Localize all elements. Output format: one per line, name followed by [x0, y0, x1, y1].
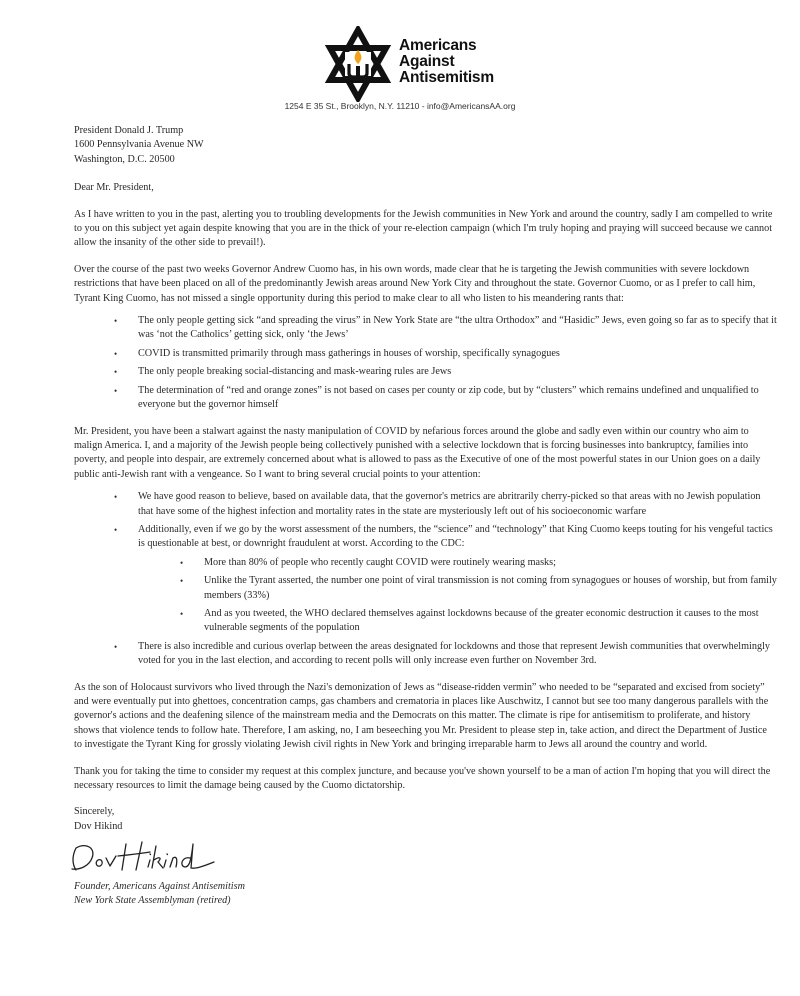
sub-list-item: • More than 80% of people who recently caught COVID were routinely wearing masks;	[138, 556, 777, 570]
signer-title-assemblyman: New York State Assemblyman (retired)	[74, 895, 231, 907]
recipient-address	[74, 124, 777, 167]
list-item: • COVID is transmitted primarily through mass gatherings in houses of worship, specifically synagogues	[74, 347, 777, 361]
recipient-city: Washington, D.C. 20500	[74, 153, 175, 165]
signer-title-founder: Founder, Americans Against Antisemitism	[74, 880, 245, 892]
sub-list-item: • And as you tweeted, the WHO declared themselves against lockdowns because of the greater economic destruction it causes to the most vulnerable segments of the population	[138, 607, 777, 636]
salutation: Dear Mr. President,	[74, 182, 154, 194]
list-item: • We have good reason to believe, based on available data, that the governor's metrics are abritrarily cherry-picked so that areas with no Jewish population that have some of the highest infection and mortality rates in the state are mysteriously left out of his socioeconomic warfare	[74, 490, 777, 519]
points-list	[74, 490, 777, 668]
paragraph-intro: As I have written to you in the past, alerting you to troubling developments for the Jewish communities in New York and around the country, sadly I am compelled to write to you on this subject yet again despite knowing that you are in the thick of your re-election campaign (which I'm truly hoping and praying will succeed because we cannot allow the insanity of the other side to prevail!).	[74, 208, 773, 249]
list-item-text: Additionally, even if we go by the worst assessment of the numbers, the “science” and “technology” that King Cuomo keeps touting for his vengeful tactics is questionable at best, or downright fraudulent at worst. According to the CDC:	[138, 523, 773, 550]
recipient-street: 1600 Pennsylvania Avenue NW	[74, 139, 204, 151]
sub-list-item: • Unlike the Tyrant asserted, the number one point of viral transmission is not coming from synagogues or houses of worship, but from family members (33%)	[138, 574, 777, 603]
recipient-name: President Donald J. Trump	[74, 125, 184, 136]
signer-name: Dov Hikind	[74, 820, 123, 832]
closing-block	[74, 805, 777, 908]
letter-body	[74, 124, 777, 908]
org-name-line-2: Against	[399, 53, 455, 70]
organization-name	[399, 38, 494, 86]
letterhead-address: 1254 E 35 St., Brooklyn, N.Y. 11210 - info@AmericansAA.org	[284, 101, 516, 111]
paragraph-cuomo-claims: Over the course of the past two weeks Governor Andrew Cuomo has, in his own words, made clear that he is targeting the Jewish communities with severe lockdown restrictions that have been placed on all of the predominantly Jewish areas around New York City and throughout the state. Governor Cuomo, or as I prefer to call him, Tyrant King Cuomo, has not missed a single opportunity during this period to make clear to all who listen to his meandering rants that:	[74, 263, 756, 304]
list-item: • The only people breaking social-distancing and mask-wearing rules are Jews	[74, 365, 777, 379]
letterhead	[0, 18, 800, 118]
star-of-david-candle-icon	[325, 26, 391, 102]
signoff: Sincerely,	[74, 806, 115, 818]
paragraph-holocaust: As the son of Holocaust survivors who lived through the Nazi's demonization of Jews as “disease-ridden vermin” who needed to be “separated and excised from society” and were eventually put into ghettoes, concentration camps, gas chambers and crematoria in places like Auschwitz, I cannot but see too many dangerous parallels with the governor's actions and the deafening silence of the mainstream media and the Democrats on this matter. The climate is ripe for antisemitism to proliferate, and history shows that violence tends to follow hate. Therefore, I am asking, no, I am beseeching you Mr. President to please step in, take action, and direct the Department of Justice to investigate the Tyrant King for grossly violating Jewish civil rights in New York and bringing irreparable harm to Jews all around the country and world.	[74, 681, 769, 751]
claims-list	[74, 314, 777, 412]
list-item: • There is also incredible and curious overlap between the areas designated for lockdowns and those that represent Jewish communities that overwhelmingly voted for you in the last election, and according to recent polls will only increase even further on November 3rd.	[74, 640, 777, 669]
list-item	[74, 523, 777, 636]
paragraph-concerns: Mr. President, you have been a stalwart against the nasty manipulation of COVID by nefarious forces around the globe and sadly even within our country who aim to malign America. I, and a majority of the Jewish people being collectively punished with a selective lockdown that is forcing businesses into bankruptcy, families into poverty, and people into despair, are extremely concerned about what is allowed to pass as the Executive of one of the most powerful states in our Union goes on a daily public anti-Jewish rant with a vengeance. So I want to bring several crucial points to your attention:	[74, 425, 761, 480]
handwritten-signature	[66, 836, 226, 874]
org-name-line-1: Americans	[399, 37, 477, 54]
cdc-sub-list	[138, 556, 777, 636]
paragraph-thanks: Thank you for taking the time to consider my request at this complex juncture, and because you've shown yourself to be a man of action I'm hoping that you will direct the necessary resources to limit the damage being caused by the Cuomo dictatorship.	[74, 765, 771, 792]
org-name-line-3: Antisemitism	[399, 69, 494, 86]
list-item: • The determination of “red and orange zones” is not based on cases per county or zip code, but by “clusters” which remains undefined and unqualified to everyone but the governor himself	[74, 384, 777, 413]
list-item: • The only people getting sick “and spreading the virus” in New York State are “the ultra Orthodox” and “Hasidic” Jews, even going so far as to specify that it was ‘not the Catholics’ getting sick, only ‘the Jews’	[74, 314, 777, 343]
